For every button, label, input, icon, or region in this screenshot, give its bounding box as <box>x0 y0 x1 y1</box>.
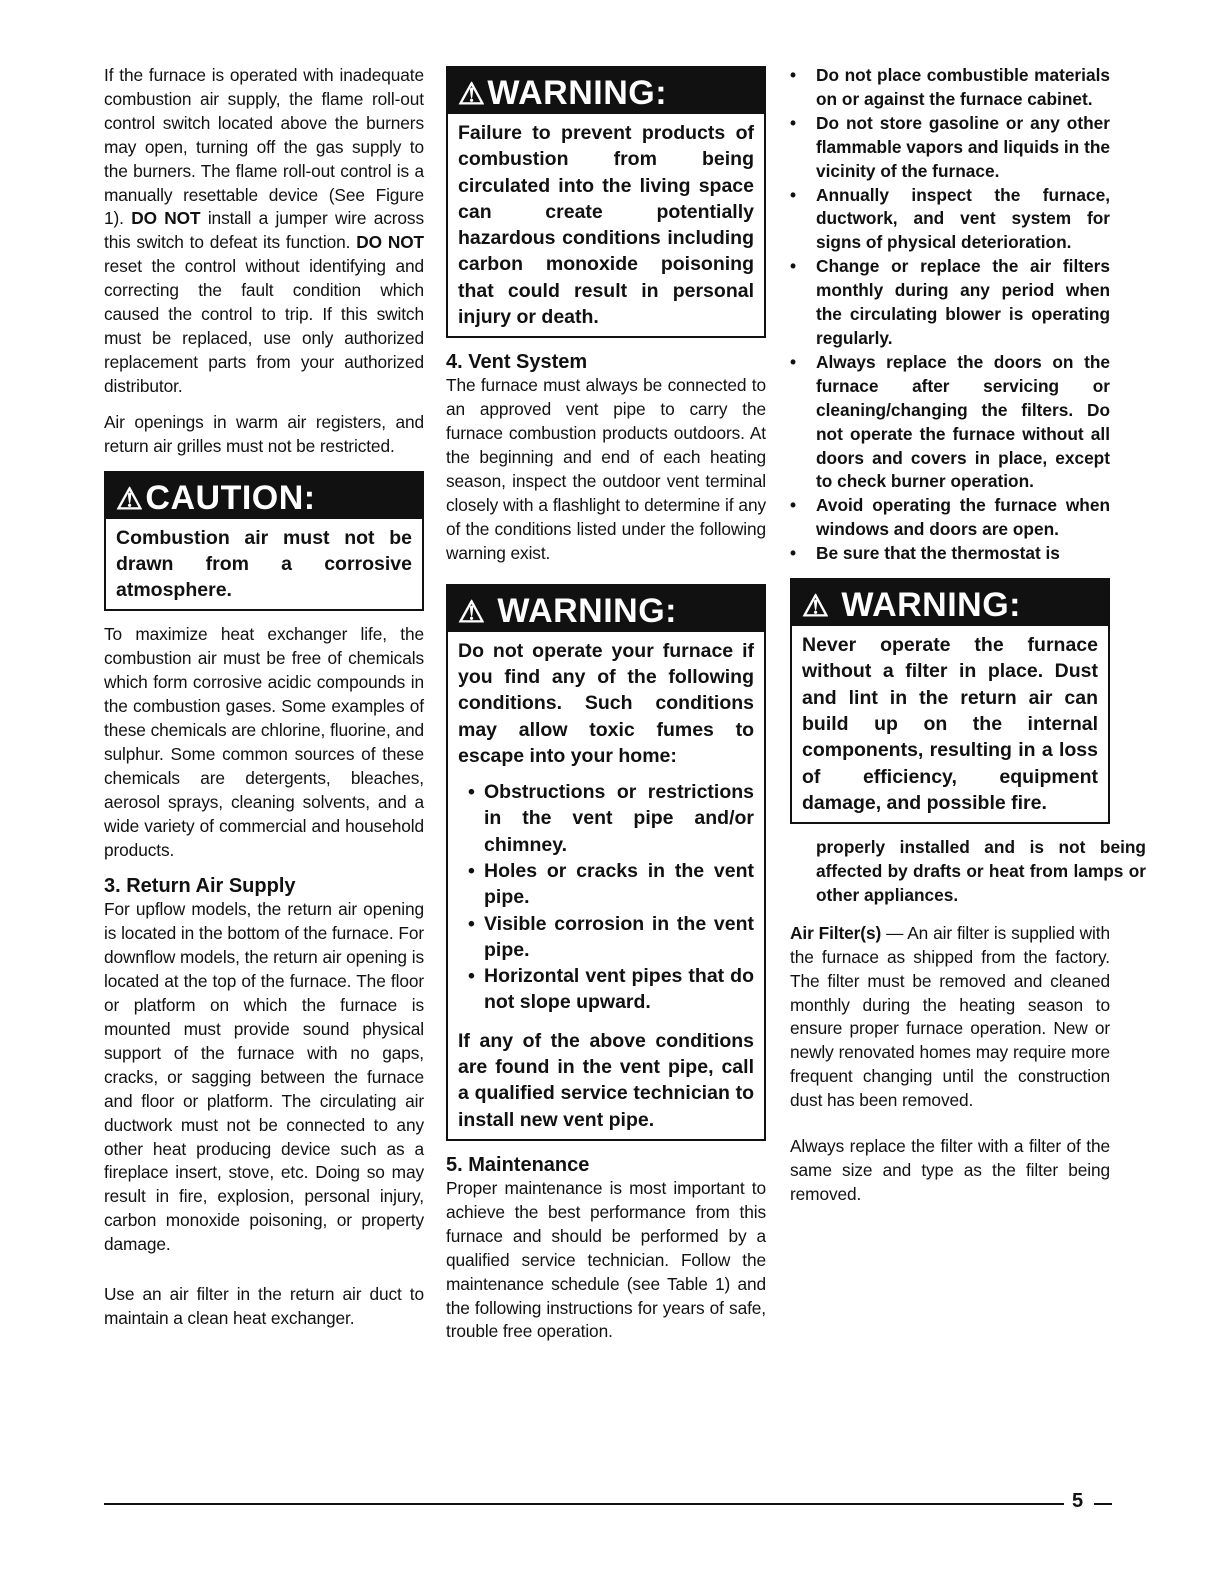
list-item: • Do not store gasoline or any other flammable vapors and liquids in the vicinity of the furnace. <box>780 112 1110 184</box>
air-openings-paragraph: Air openings in warm air registers, and return air grilles must not be restricted. <box>104 411 424 456</box>
warning-header: ⚠WARNING: <box>448 68 764 114</box>
warning-vent-outro: If any of the above conditions are found in the vent pipe, call a qualified service technician to install new vent pipe. <box>458 1029 754 1131</box>
list-item: • Change or replace the air filters monthly during any period when the circulating blower is operating regularly. <box>780 255 1110 351</box>
column-left <box>104 64 424 1343</box>
caution-text: Combustion air must not be drawn from a corrosive atmosphere. <box>116 526 412 602</box>
list-item: • Be sure that the thermostat is <box>780 542 1110 566</box>
list-item: • Always replace the doors on the furnace after servicing or cleaning/changing the filters. Do not operate the furnace without all doors and covers in place, except to check burner operation. <box>780 351 1110 494</box>
warning-header: ⚠ WARNING: <box>448 586 764 632</box>
section-heading-maintenance: 5. Maintenance <box>446 1153 590 1176</box>
warning-box-filter <box>790 578 1110 824</box>
warning-vent-list <box>458 779 754 1016</box>
warning-text: Failure to prevent products of combustion from being circulated into the living space can create potentially hazardous conditions including carbon monoxide poisoning that could result in personal injury or death. <box>458 122 754 329</box>
warning-triangle-icon: ⚠ <box>458 595 486 629</box>
footer-rule <box>104 1503 1064 1505</box>
warning-box-combustion <box>446 66 766 338</box>
warning-triangle-icon: ⚠ <box>116 482 144 516</box>
page-number: 5 <box>1072 1490 1084 1512</box>
warning-vent-intro: Do not operate your furnace if you find any of the following conditions. Such conditions may allow toxic fumes to escape into your home: <box>458 639 754 767</box>
column-middle <box>446 64 766 1356</box>
maintenance-bullet-list <box>780 64 1110 566</box>
column-right <box>790 64 1146 1219</box>
caution-box <box>104 471 424 612</box>
section-heading-vent-system: 4. Vent System <box>446 351 588 374</box>
caution-header: ⚠CAUTION: <box>106 473 422 519</box>
warning-box-vent <box>446 584 766 1141</box>
vent-system-paragraph: The furnace must always be connected to an approved vent pipe to carry the furnace combustion products outdoors. At the beginning and end of each heating season, inspect the outdoor vent terminal closely with a flashlight to determine if any of the conditions listed under the following warning exist. <box>446 375 766 563</box>
bullet-continuation: properly installed and is not being affected by drafts or heat from lamps or other appliances. <box>816 837 1146 905</box>
list-item: • Avoid operating the furnace when windows and doors are open. <box>780 494 1110 542</box>
warning-triangle-icon: ⚠ <box>458 78 486 111</box>
replace-filter-paragraph: Always replace the filter with a filter of the same size and type as the filter being removed. <box>790 1136 1110 1204</box>
warning-text: Never operate the furnace without a filter in place. Dust and lint in the return air can build up on the internal components, resulting in a loss of efficiency, equipment damage, and possible fire. <box>802 634 1098 814</box>
warning-triangle-icon: ⚠ <box>802 590 830 624</box>
list-item: • Annually inspect the furnace, ductwork, and vent system for signs of physical deterioration. <box>780 184 1110 256</box>
warning-vent-body <box>448 632 764 1139</box>
return-air-paragraph: For upflow models, the return air opening is located in the bottom of the furnace. For downflow models, the return air opening is located at the top of the furnace. The floor or platform on which the furnace is mounted must provide sound physical support of the furnace with no gaps, cracks, or sagging between the furnace and floor or platform. The circulating air ductwork must not be connected to any other heat producing device such as a fireplace insert, stove, etc. Doing so may result in fire, explosion, personal injury, carbon monoxide poisoning, or property damage. <box>104 899 424 1255</box>
footer-dash <box>1094 1503 1112 1505</box>
heat-exchanger-paragraph: To maximize heat exchanger life, the combustion air must be free of chemicals which form corrosive acidic compounds in the combustion gases. Some examples of these chemicals are chlorine, fluorine, and sulphur. Some common sources of these chemicals are detergents, bleaches, aerosol sprays, cleaning solvents, and a wide variety of commercial and household products. <box>104 624 424 860</box>
warning-header: ⚠ WARNING: <box>792 580 1108 626</box>
list-item: • Do not place combustible materials on or against the furnace cabinet. <box>780 64 1110 112</box>
air-filter-paragraph: Air Filter(s) — An air filter is supplied with the furnace as shipped from the factory. The filter must be removed and cleaned monthly during the heating season to ensure proper furnace operation. New or newly renovated homes may require more frequent changing until the construction dust has been removed. <box>790 922 1110 1111</box>
maintenance-paragraph: Proper maintenance is most important to achieve the best performance from this furnace and should be performed by a qualified service technician. Follow the maintenance schedule (see Table 1) and the following instructions for years of safe, trouble free operation. <box>446 1177 766 1342</box>
list-item: • Horizontal vent pipes that do not slope upward. <box>468 963 754 1016</box>
flame-rollout-paragraph: If the furnace is operated with inadequate combustion air supply, the flame roll-out control switch located above the burners may open, turning off the gas supply to the burners. The flame roll-out control is a manually resettable device (See Figure 1). DO NOT install a jumper wire across this switch to defeat its function. DO NOT reset the control without identifying and correcting the fault condition which caused the control to trip. If this switch must be replaced, use only authorized replacement parts from your authorized distributor. <box>104 65 424 396</box>
list-item: • Obstructions or restrictions in the vent pipe and/or chimney. <box>468 779 754 858</box>
list-item: • Visible corrosion in the vent pipe. <box>468 911 754 964</box>
air-filter-duct-paragraph: Use an air filter in the return air duct to maintain a clean heat exchanger. <box>104 1284 424 1328</box>
section-heading-return-air: 3. Return Air Supply <box>104 875 296 898</box>
list-item: • Holes or cracks in the vent pipe. <box>468 858 754 911</box>
